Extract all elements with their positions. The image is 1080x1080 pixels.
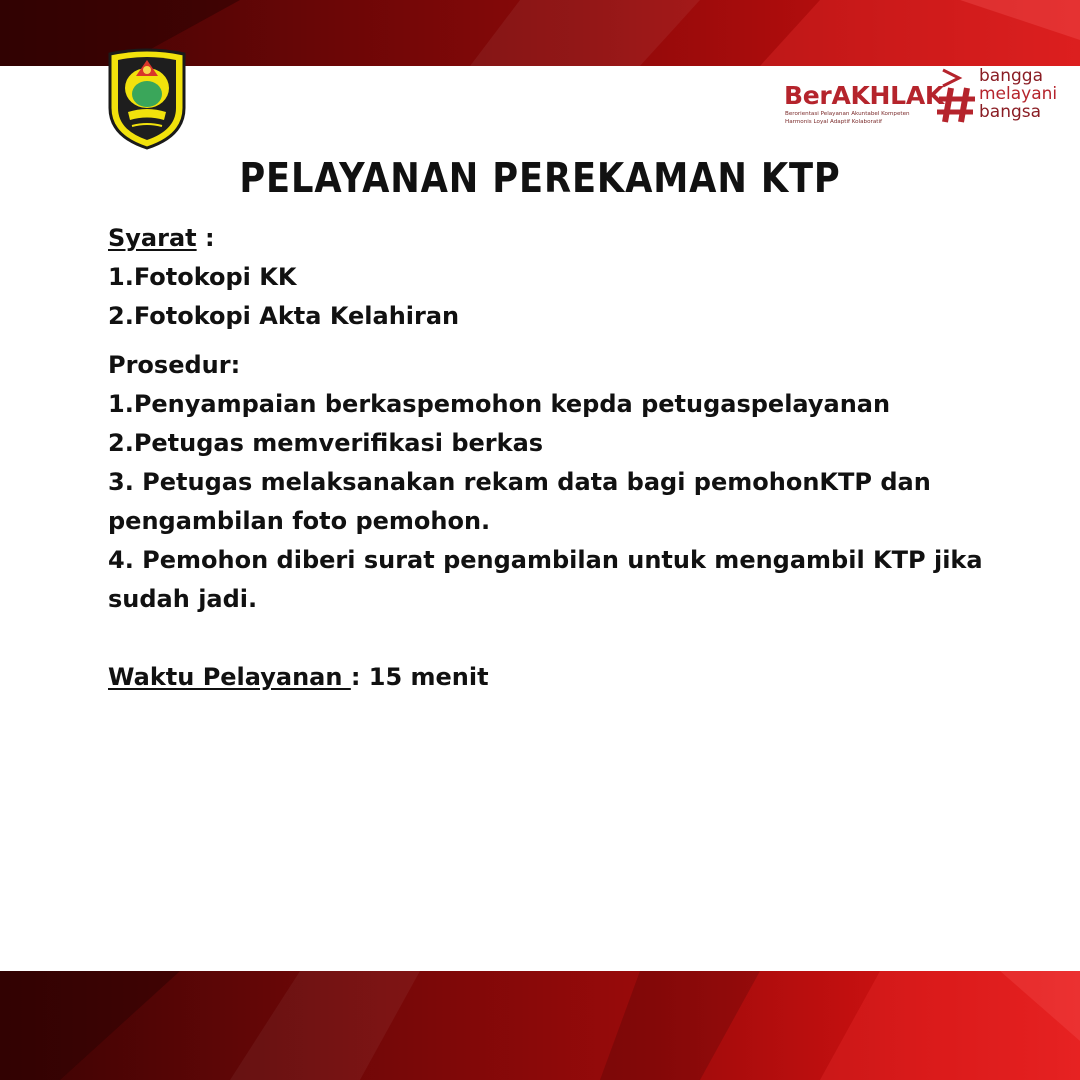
brand-tagline-line-2: Harmonis Loyal Adaptif Kolaboratif	[785, 119, 882, 125]
brand-tagline-line-1: Berorientasi Pelayanan Akuntabel Kompeten	[785, 111, 910, 117]
prosedur-item: 4. Pemohon diberi surat pengambilan untuk mengambil KTP jika sudah jadi.	[108, 546, 983, 613]
hashtag-word-3: bangsa	[979, 102, 1042, 122]
brand-word: BerAKHLAK	[784, 81, 944, 110]
prosedur-item: 2.Petugas memverifikasi berkas	[108, 429, 544, 457]
syarat-item: 1.Fotokopi KK	[108, 263, 297, 291]
prosedur-item: 1.Penyampaian berkaspemohon kepda petugaspelayanan	[108, 390, 891, 418]
prosedur-item: 3. Petugas melaksanakan rekam data bagi pemohonKTP dan pengambilan foto pemohon.	[108, 468, 931, 535]
waktu-label: Waktu Pelayanan	[108, 663, 351, 691]
spacer	[108, 619, 1008, 658]
brand-tagline	[785, 110, 910, 126]
syarat-separator: :	[196, 224, 215, 252]
syarat-heading	[108, 219, 1008, 258]
regional-government-crest-icon	[106, 46, 188, 150]
berakhlak-brand-logo	[782, 64, 1062, 134]
bottom-decorative-band	[0, 971, 1080, 1080]
page-title: PELAYANAN PEREKAMAN KTP	[239, 154, 841, 202]
prosedur-heading: Prosedur:	[108, 351, 241, 379]
syarat-label: Syarat	[108, 224, 197, 252]
hashtag-icon	[933, 66, 979, 124]
content-body	[108, 219, 1008, 697]
hashtag-word-1: bangga	[979, 66, 1043, 86]
syarat-item: 2.Fotokopi Akta Kelahiran	[108, 302, 460, 330]
waktu-value: : 15 menit	[350, 663, 489, 691]
hashtag-word-2: melayani	[979, 84, 1058, 104]
waktu-pelayanan	[108, 658, 1008, 697]
